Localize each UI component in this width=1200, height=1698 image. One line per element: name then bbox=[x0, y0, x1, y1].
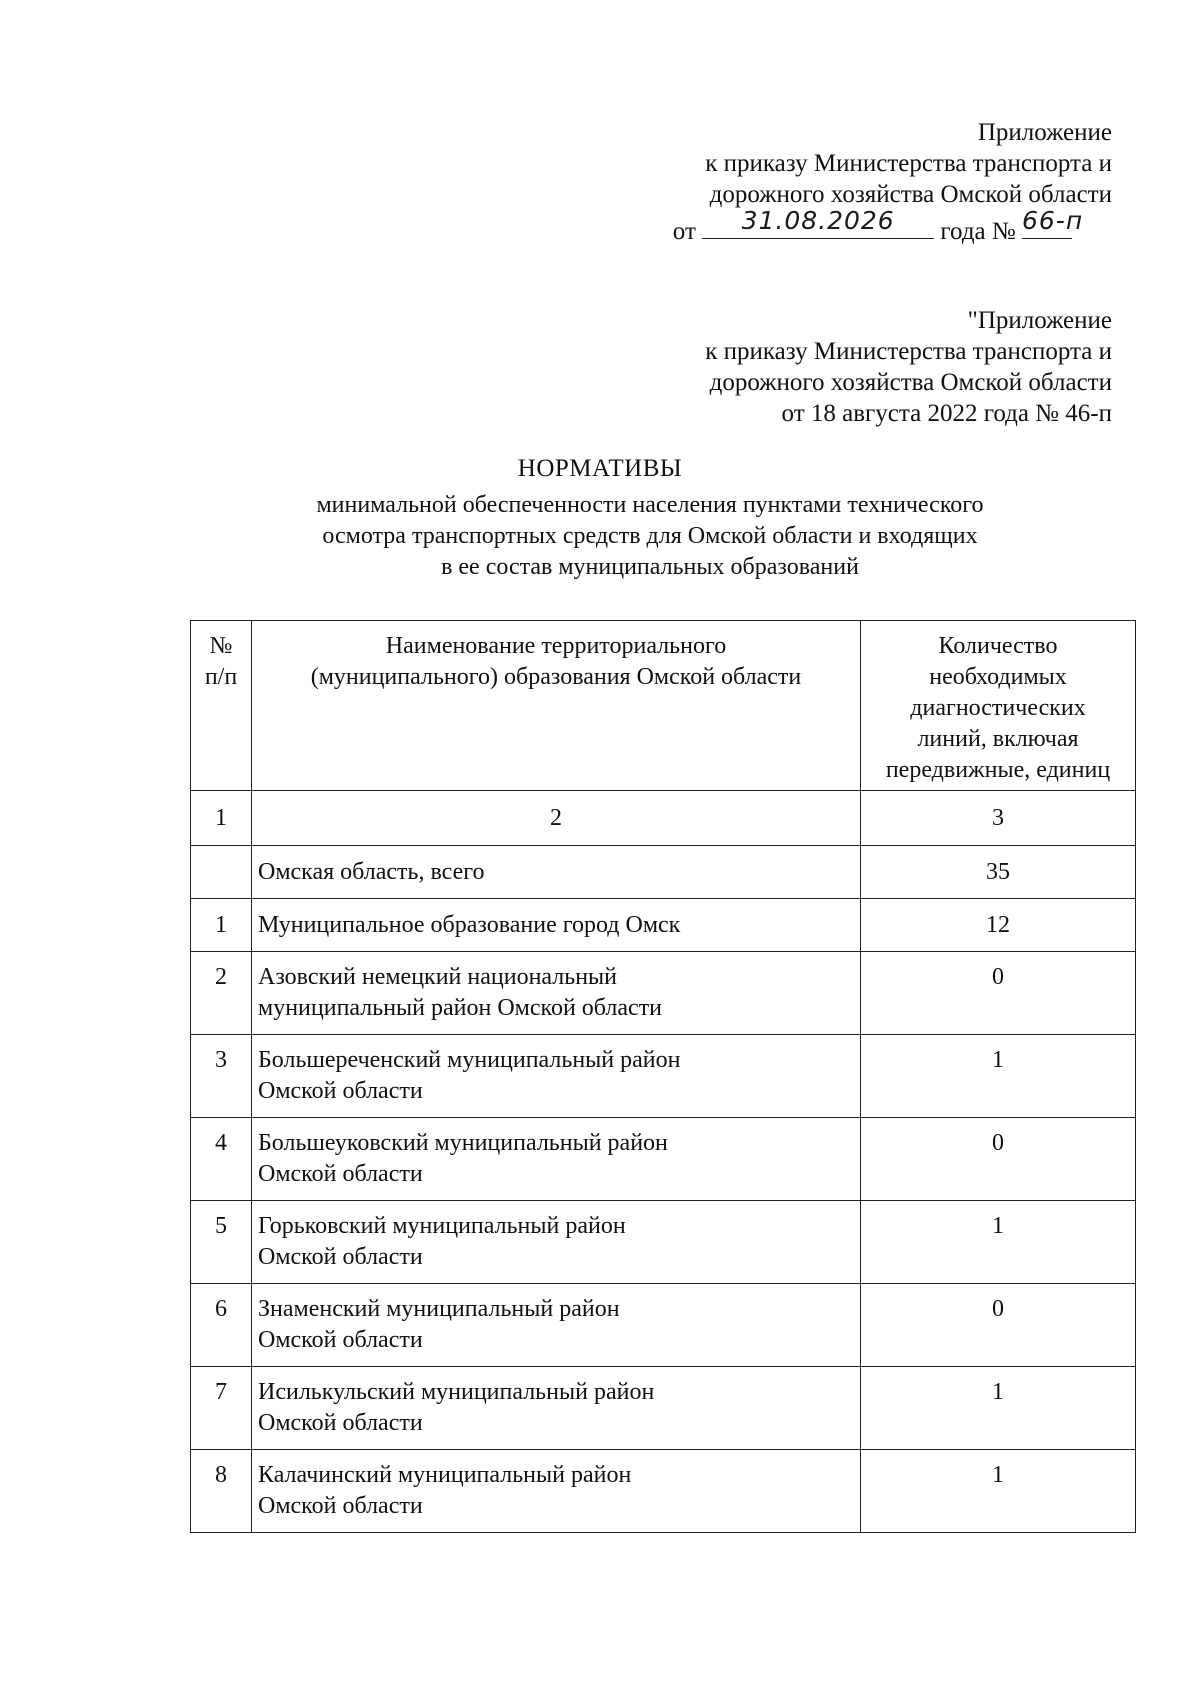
document-subtitle bbox=[200, 490, 1100, 583]
row-count: 0 bbox=[861, 952, 1136, 1035]
table-row bbox=[191, 1118, 1136, 1201]
header-number-line: п/п bbox=[204, 664, 238, 690]
row-number: 7 bbox=[191, 1367, 252, 1450]
document-title: НОРМАТИВЫ bbox=[517, 455, 683, 482]
row-name bbox=[252, 952, 861, 1035]
appendix-header-current bbox=[673, 117, 1112, 247]
row-count: 1 bbox=[861, 1035, 1136, 1118]
row-name-line: Горьковский муниципальный район bbox=[258, 1213, 626, 1239]
number-prefix: года № bbox=[940, 218, 1016, 245]
row-name-line: Большереченский муниципальный район bbox=[258, 1047, 681, 1073]
header-count-line: передвижные, единиц bbox=[885, 757, 1111, 783]
row-number: 8 bbox=[191, 1450, 252, 1533]
table-row bbox=[191, 1035, 1136, 1118]
original-appendix-label: "Приложение bbox=[967, 307, 1112, 334]
row-name-line: Большеуковский муниципальный район bbox=[258, 1130, 668, 1156]
appendix-order-line: к приказу Министерства транспорта и bbox=[705, 150, 1112, 177]
handwritten-number: 66-п bbox=[1022, 206, 1084, 235]
table-row bbox=[191, 1201, 1136, 1284]
original-ministry-line: дорожного хозяйства Омской области bbox=[709, 369, 1112, 396]
column-number-row bbox=[191, 791, 1136, 846]
row-count: 0 bbox=[861, 1284, 1136, 1367]
row-name bbox=[252, 1201, 861, 1284]
row-name-line: Омской области bbox=[258, 1410, 423, 1436]
date-blank bbox=[702, 206, 934, 239]
row-number: 5 bbox=[191, 1201, 252, 1284]
row-count: 0 bbox=[861, 1118, 1136, 1201]
row-count: 1 bbox=[861, 1367, 1136, 1450]
table-row bbox=[191, 1367, 1136, 1450]
original-date-line: от 18 августа 2022 года № 46-п bbox=[781, 400, 1112, 427]
appendix-label: Приложение bbox=[977, 119, 1112, 146]
table-row bbox=[191, 952, 1136, 1035]
subtitle-line: в ее состав муниципальных образований bbox=[441, 554, 859, 580]
row-name-line: муниципальный район Омской области bbox=[258, 995, 663, 1021]
row-name bbox=[252, 1035, 861, 1118]
table-header-row bbox=[191, 621, 1136, 791]
row-name bbox=[252, 1118, 861, 1201]
row-count: 1 bbox=[861, 1201, 1136, 1284]
row-name-line: Азовский немецкий национальный bbox=[258, 964, 618, 990]
row-number: 6 bbox=[191, 1284, 252, 1367]
row-name bbox=[252, 1450, 861, 1533]
row-number: 1 bbox=[191, 899, 252, 952]
header-count-line: Количество bbox=[938, 633, 1058, 659]
table-row bbox=[191, 1284, 1136, 1367]
table-row bbox=[191, 846, 1136, 899]
row-name-line: Омской области bbox=[258, 1078, 423, 1104]
original-order-line: к приказу Министерства транспорта и bbox=[705, 338, 1112, 365]
row-number bbox=[191, 846, 252, 899]
table-row bbox=[191, 1450, 1136, 1533]
appendix-date-line bbox=[672, 206, 1112, 247]
header-count-line: необходимых bbox=[929, 664, 1067, 690]
column-number: 1 bbox=[191, 791, 252, 846]
row-number: 4 bbox=[191, 1118, 252, 1201]
row-number: 2 bbox=[191, 952, 252, 1035]
row-count: 1 bbox=[861, 1450, 1136, 1533]
table-row bbox=[191, 899, 1136, 952]
header-name-line: Наименование территориального bbox=[385, 633, 727, 659]
row-name-line: Омской области bbox=[258, 1493, 423, 1519]
appendix-ministry-line: дорожного хозяйства Омской области bbox=[709, 181, 1112, 208]
norms-table bbox=[190, 620, 1136, 1533]
header-name bbox=[252, 621, 861, 791]
row-name-line: Знаменский муниципальный район bbox=[258, 1296, 620, 1322]
row-count: 35 bbox=[861, 846, 1136, 899]
date-prefix: от bbox=[672, 218, 696, 245]
subtitle-line: осмотра транспортных средств для Омской области и входящих bbox=[322, 523, 978, 549]
row-name-line: Исилькульский муниципальный район bbox=[258, 1379, 655, 1405]
header-number-line: № bbox=[209, 633, 233, 659]
appendix-header-original bbox=[705, 305, 1112, 429]
column-number: 3 bbox=[861, 791, 1136, 846]
header-name-line: (муниципального) образования Омской области bbox=[310, 664, 802, 690]
row-name-line: Омской области bbox=[258, 1327, 423, 1353]
row-name bbox=[252, 1284, 861, 1367]
row-count: 12 bbox=[861, 899, 1136, 952]
row-name: Омская область, всего bbox=[252, 846, 861, 899]
row-name-line: Омской области bbox=[258, 1161, 423, 1187]
handwritten-date: 31.08.2026 bbox=[741, 206, 895, 235]
header-number bbox=[191, 621, 252, 791]
row-name-line: Омской области bbox=[258, 1244, 423, 1270]
subtitle-line: минимальной обеспеченности населения пунктами технического bbox=[316, 492, 984, 518]
row-name-line: Калачинский муниципальный район bbox=[258, 1462, 632, 1488]
header-count-line: диагностических bbox=[910, 695, 1086, 721]
header-count-line: линий, включая bbox=[917, 726, 1079, 752]
row-name: Муниципальное образование город Омск bbox=[252, 899, 861, 952]
number-blank bbox=[1022, 206, 1084, 239]
row-name bbox=[252, 1367, 861, 1450]
header-count bbox=[861, 621, 1136, 791]
row-number: 3 bbox=[191, 1035, 252, 1118]
column-number: 2 bbox=[252, 791, 861, 846]
